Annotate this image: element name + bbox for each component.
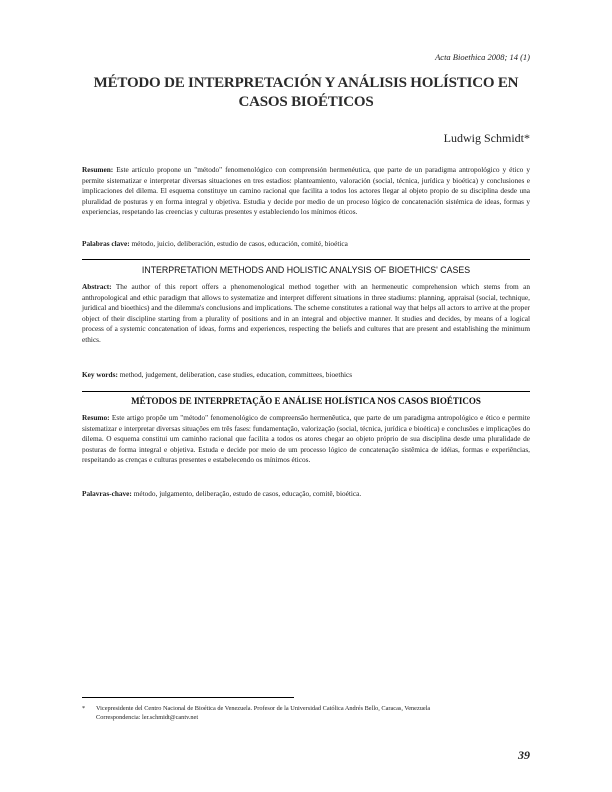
spanish-abstract	[82, 165, 530, 218]
portuguese-section-rule	[82, 391, 530, 392]
portuguese-keywords	[82, 489, 530, 500]
title-line-2: CASOS BIOÉTICOS	[238, 94, 374, 110]
footnote-affiliation: Vicepresidente del Centro Nacional de Bioética de Venezuela. Profesor de la Universidad Católica Andrés Bello, Caracas, Venezuela	[96, 705, 431, 712]
resumo-label: Resumo:	[82, 413, 110, 422]
spanish-keywords	[82, 239, 530, 250]
portuguese-abstract	[82, 413, 530, 466]
abstract-text: The author of this report offers a phenomenological method together with an hermeneutic comprehension which stems from an anthropological and ethic paradigm that allows to systematize and interpret different situations in three stadiums: planning, appraisal (social, technique, juridical and bioethics) and the dilemma's conclusions and implications. The scheme constitutes a rational way that helps all actors to arrive at the proper object of their discipline starting from a plurality of positions and in an integral and objective manner. It studies and decides, by means of a logical process of a systemic concatenation of ideas, forms and experiences, respecting the beliefs and cultures that are present and establishing the minimum ethics.	[82, 282, 530, 344]
key-words-label: Key words:	[82, 370, 118, 379]
palavras-chave-text: método, julgamento, deliberação, estudo de casos, educação, comitê, bioética.	[133, 489, 362, 498]
footnote-correspondence: Correspondencia: ler.schmidt@cantv.net	[96, 714, 199, 721]
palabras-clave-label: Palabras clave:	[82, 239, 130, 248]
footnote-rule	[82, 697, 294, 698]
resumo-text: Este artigo propõe um "método" fenomenológico de compreensão hermenêutica, que parte de um paradigma antropológico e ético e permite sistematizar e interpretar diversas situações em três fases: fundamentação, valorização (social, técnica, jurídica e bioética) e conclusões e implicações do dilema. O esquema constitui um caminho racional que facilita a todos os atores chegar ao objeto próprio de sua disciplina desde uma pluralidade de posturas de forma integral e objetiva. Estuda e decide por meio de um processo lógico de concatenação sistêmica de idéias, formas e experiências, respeitando as crenças e culturas presentes e estabelecendo os mínimos éticos.	[82, 413, 530, 464]
resumen-text: Este artículo propone un "método" fenomenológico con comprensión hermenéutica, que parte de un paradigma antropológico y ético y permite sistematizar e interpretar diversas situaciones en tres estadios: planteamiento, valoración (social, técnica, jurídica y bioética) y conclusiones e implicaciones del dilema. El esquema constituye un camino racional que facilita a todos los actores llegar al objeto propio de su disciplina desde una pluralidad de posturas y en forma integral y objetiva. Estudia y decide por medio de un proceso lógico de concatenación sistémica de ideas, formas y experiencias, respetando las creencias y culturas presentes y estableciendo los mínimos éticos.	[82, 165, 530, 216]
abstract-label: Abstract:	[82, 282, 112, 291]
title-line-1: MÉTODO DE INTERPRETACIÓN Y ANÁLISIS HOLÍSTICO EN	[93, 75, 519, 91]
english-heading: INTERPRETATION METHODS AND HOLISTIC ANALYSIS OF BIOETHICS' CASES	[141, 265, 471, 275]
key-words-text: method, judgement, deliberation, case studies, education, committees, bioethics	[119, 370, 353, 379]
english-keywords	[82, 370, 530, 381]
author-name: Ludwig Schmidt*	[443, 131, 530, 145]
footnote-mark: *	[82, 705, 86, 712]
journal-citation: Acta Bioethica 2008; 14 (1)	[435, 52, 530, 62]
portuguese-heading: MÉTODOS DE INTERPRETAÇÃO E ANÁLISE HOLÍSTICA NOS CASOS BIOÉTICOS	[131, 396, 481, 406]
page-number: 39	[518, 748, 530, 762]
palabras-clave-text: método, juicio, deliberación, estudio de casos, educación, comité, bioética	[131, 239, 348, 248]
resumen-label: Resumen:	[82, 165, 114, 174]
article-title	[84, 74, 528, 112]
author-footnote	[82, 704, 530, 722]
english-section-rule	[82, 259, 530, 260]
palavras-chave-label: Palavras-chave:	[82, 489, 132, 498]
english-abstract	[82, 282, 530, 345]
